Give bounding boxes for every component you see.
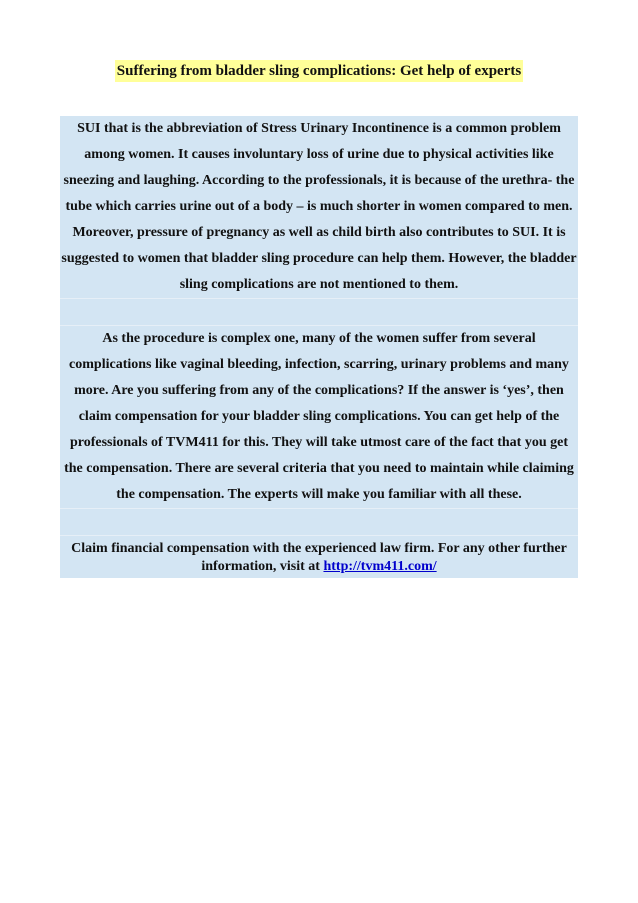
paragraph-contact xyxy=(60,536,578,578)
paragraph-gap xyxy=(60,298,578,326)
contact-text: Claim financial compensation with the experienced law firm. For any other further information, visit at xyxy=(71,541,567,574)
content-box xyxy=(60,116,578,578)
paragraph-sui-intro: SUI that is the abbreviation of Stress Urinary Incontinence is a common problem among women. It causes involuntary loss of urine due to physical activities like sneezing and laughing. According to the professionals, it is because of the urethra- the tube which carries urine out of a body – is much shorter in women compared to men. Moreover, pressure of pregnancy as well as child birth also contributes to SUI. It is suggested to women that bladder sling procedure can help them. However, the bladder sling complications are not mentioned to them. xyxy=(61,121,577,292)
paragraph-gap xyxy=(60,508,578,536)
document-title: Suffering from bladder sling complications: Get help of experts xyxy=(115,60,523,82)
website-link[interactable]: http://tvm411.com/ xyxy=(323,559,437,574)
title-wrap xyxy=(0,60,638,82)
paragraph-complications: As the procedure is complex one, many of the women suffer from several complications like vaginal bleeding, infection, scarring, urinary problems and many more. Are you suffering from any of the complications? If the answer is ‘yes’, then claim compensation for your bladder sling complications. You can get help of the professionals of TVM411 for this. They will take utmost care of the fact that you get the compensation. There are several criteria that you need to maintain while claiming the compensation. The experts will make you familiar with all these. xyxy=(64,331,574,502)
